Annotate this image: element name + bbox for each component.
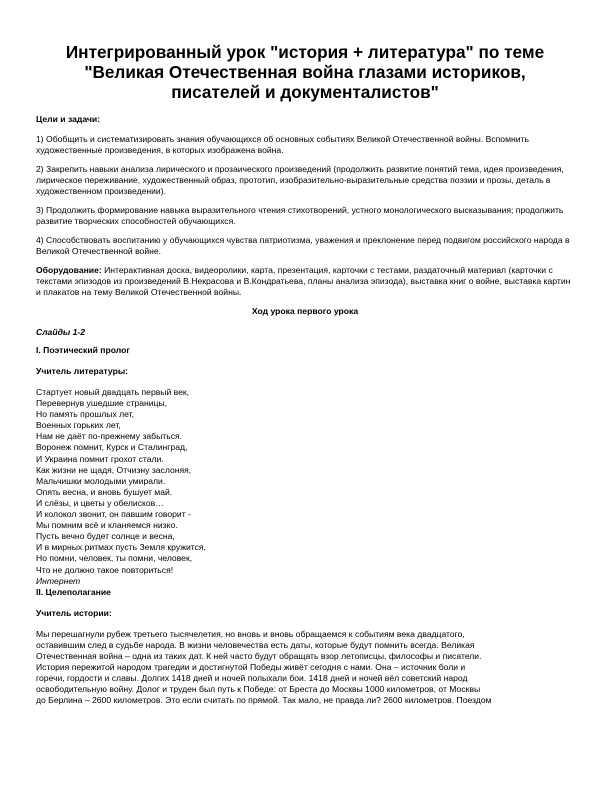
- poem-line: Но помни, человек, ты помни, человек,: [36, 553, 193, 564]
- lesson-heading: Ход урока первого урока: [251, 306, 359, 316]
- history-line: Мы перешагнули рубеж третьего тысячелетия, но вновь и вновь обращаемся к событиям века двадцатого,: [36, 628, 465, 639]
- poem-line: Мы помним всё и кланяемся низко.: [36, 520, 178, 531]
- teacher-history-label: Учитель истории:: [36, 607, 112, 618]
- poem-line: Но память прошлых лет,: [36, 409, 135, 420]
- goals-heading: Цели и задачи:: [36, 114, 101, 124]
- poem-line: Перевернув ушедшие страницы,: [36, 398, 168, 409]
- title-line-2: "Великая Отечественная война глазами историков,: [84, 62, 526, 82]
- title-line-3: писателей и документалистов": [171, 82, 439, 102]
- goal-3: 3) Продолжить формирование навыка выразительного чтения стихотворений, устного монологического высказывания; продолжить развитие творческих способностей обучающихся.: [36, 205, 564, 226]
- poem-line: Воронеж помнит, Курск и Сталинград,: [36, 442, 188, 453]
- goal-1: 1) Обобщить и систематизировать знания обучающихся об основных событиях Великой Отечественной войны. Вспомнить художественные произведения, в которых изображена война.: [36, 134, 529, 155]
- poem-line: Стартует новый двадцать первый век,: [36, 387, 190, 397]
- poem-line: Опять весна, и вновь бушует май.: [36, 486, 173, 497]
- poem-line: И Украина помнит грохот стали.: [36, 453, 164, 464]
- goal-2: 2) Закрепить навыки анализа лирического и прозаического произведений (продолжить развитие понятий тема, идея произведения, лирическое переживание, художественный образ, прототип, изобразительно-выразительные средства поэзии и прозы, деталь в художественном произведении).: [36, 164, 564, 196]
- poem-source: Интернет: [36, 575, 81, 586]
- poem-line: И колокол звонит, он павшим говорит -: [36, 509, 191, 520]
- equipment-paragraph: [36, 265, 574, 298]
- poem: [36, 387, 574, 576]
- document-title: [36, 42, 574, 102]
- history-line: до Берлина – 2600 километров. Это если считать по прямой. Так мало, не правда ли? 2600 километров. Поездом: [36, 694, 492, 705]
- slides-label: Слайды 1-2: [36, 327, 86, 337]
- poem-line: И слёзы, и цветы у обелисков…: [36, 497, 164, 508]
- equipment-label: Оборудование:: [36, 265, 102, 275]
- history-line: История пережитой народом трагедии и достигнутой Победы живёт сегодня с нами. Она – источник боли и: [36, 661, 466, 672]
- poem-line: Пусть вечно будет солнце и весна,: [36, 531, 175, 542]
- history-paragraph: [36, 629, 574, 706]
- poem-line: И в мирных ритмах пусть Земля кружится,: [36, 542, 206, 553]
- goal-4: 4) Способствовать воспитанию у обучающихся чувства патриотизма, уважения и преклонение перед подвигом российского народа в Великой Отечественной войне.: [36, 235, 570, 256]
- poem-line: Как жизни не щадя, Отчизну заслоняя,: [36, 464, 192, 475]
- title-line-1: Интегрированный урок "история + литература" по теме: [65, 42, 545, 62]
- equipment-text: Интерактивная доска, видеоролики, карта, презентация, карточки с тестами, раздаточный материал (карточки с текстами эпизодов из произведений В.Некрасова и В.Кондратьева, планы анализа эпизода), выставка книг о войне, выставка картин и плакатов на тему Великой Отечественной войны.: [36, 265, 571, 297]
- history-line: горечи, гордости и славы. Долгих 1418 дней и ночей полыхали бои. 1418 дней и ночей вёл советский народ: [36, 672, 468, 683]
- history-line: оставившим след в судьбе народа. В жизни человечества есть даты, которые будут помнить всегда. Великая: [36, 639, 475, 650]
- section-2-heading: II. Целеполагание: [36, 586, 111, 597]
- history-line: освободительную войну. Долог и труден был путь к Победе: от Бреста до Москвы 1000 километров, от Москвы: [36, 683, 481, 694]
- section-1-heading: I. Поэтический пролог: [36, 345, 130, 355]
- poem-line: Мальчишки молодыми умирали.: [36, 475, 166, 486]
- poem-line: Что не должно такое повториться!: [36, 564, 174, 575]
- poem-line: Военных горьких лет,: [36, 420, 121, 431]
- teacher-literature-label: Учитель литературы:: [36, 366, 129, 376]
- history-line: Отечественная война – одна из таких дат. К ней часто будут обращать взор летописцы, философы и писатели.: [36, 650, 482, 661]
- poem-line: Нам не даёт по-прежнему забыться.: [36, 431, 183, 442]
